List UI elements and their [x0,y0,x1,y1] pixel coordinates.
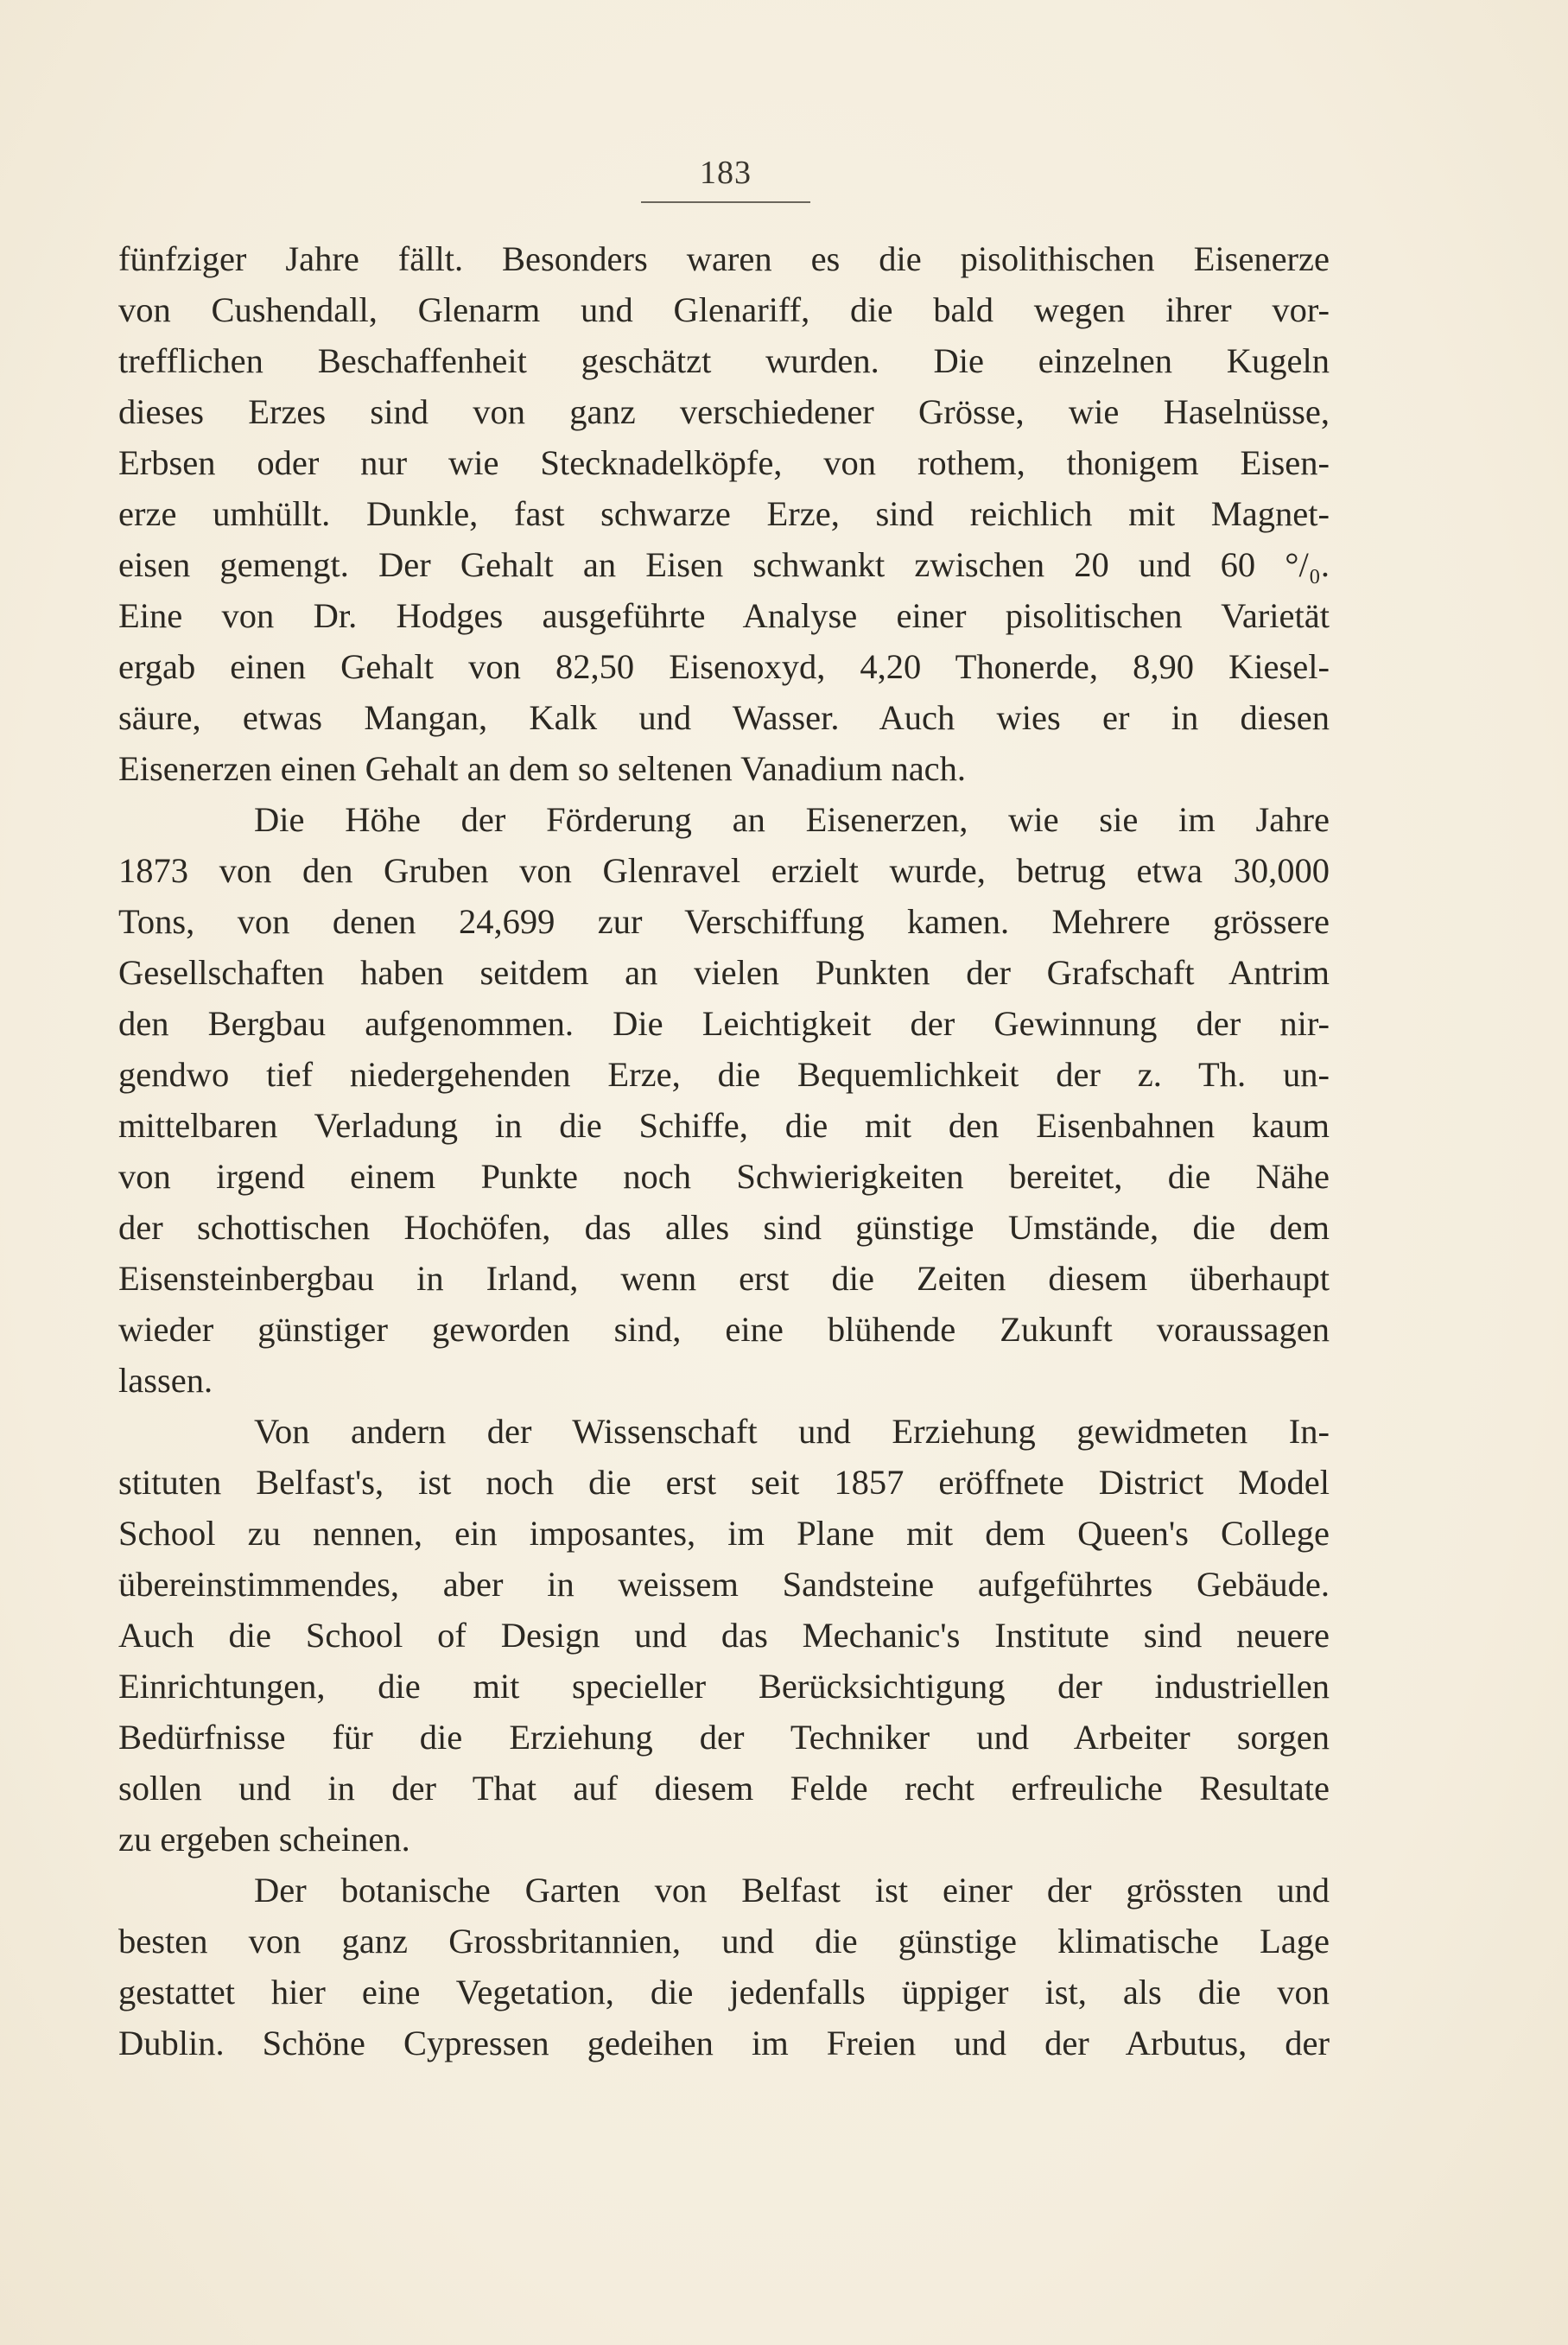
text-line: eisen gemengt. Der Gehalt an Eisen schwankt zwischen 20 und 60 °/₀. [118,545,1330,584]
text-line: der schottischen Hochöfen, das alles sind günstige Umstände, die dem [118,1208,1330,1247]
text-line: säure, etwas Mangan, Kalk und Wasser. Auch wies er in diesen [118,698,1330,737]
text-line: besten von ganz Grossbritannien, und die günstige klimatische Lage [118,1922,1330,1961]
body-text [118,233,1330,2069]
text-line: trefflichen Beschaffenheit geschätzt wurden. Die einzelnen Kugeln [118,341,1330,380]
paragraph-first-line: Die Höhe der Förderung an Eisenerzen, wie sie im Jahre [254,800,1330,839]
text-line: gestattet hier eine Vegetation, die jedenfalls üppiger ist, als die von [118,1973,1330,2011]
text-line: gendwo tief niedergehenden Erze, die Bequemlichkeit der z. Th. un- [118,1055,1330,1094]
text-line: Einrichtungen, die mit specieller Berücksichtigung der industriellen [118,1667,1330,1706]
text-line: von irgend einem Punkte noch Schwierigkeiten bereitet, die Nähe [118,1157,1330,1196]
text-line: fünfziger Jahre fällt. Besonders waren es die pisolithischen Eisenerze [118,239,1330,278]
text-line: sollen und in der That auf diesem Felde recht erfreuliche Resultate [118,1769,1330,1808]
text-line: mittelbaren Verladung in die Schiffe, die mit den Eisenbahnen kaum [118,1106,1330,1145]
text-line: Bedürfnisse für die Erziehung der Techniker und Arbeiter sorgen [118,1718,1330,1757]
text-line: Erbsen oder nur wie Stecknadelköpfe, von rothem, thonigem Eisen- [118,443,1330,482]
text-line: 1873 von den Gruben von Glenravel erzielt wurde, betrug etwa 30,000 [118,851,1330,890]
text-line: ergab einen Gehalt von 82,50 Eisenoxyd, 4,20 Thonerde, 8,90 Kiesel- [118,647,1330,686]
paragraph-first-line: Von andern der Wissenschaft und Erziehung gewidmeten In- [254,1412,1330,1451]
text-line: Dublin. Schöne Cypressen gedeihen im Freien und der Arbutus, der [118,2024,1330,2062]
text-line: Tons, von denen 24,699 zur Verschiffung kamen. Mehrere grössere [118,902,1330,941]
text-line: zu ergeben scheinen. [118,1820,410,1859]
header-rule [641,201,810,203]
page-number: 183 [700,155,752,191]
text-line: Eisenerzen einen Gehalt an dem so seltenen Vanadium nach. [118,749,967,788]
text-line: Gesellschaften haben seitdem an vielen Punkten der Grafschaft Antrim [118,953,1330,992]
text-line: School zu nennen, ein imposantes, im Plane mit dem Queen's College [118,1514,1330,1553]
text-line: Eisensteinbergbau in Irland, wenn erst die Zeiten diesem überhaupt [118,1259,1330,1298]
text-line: übereinstimmendes, aber in weissem Sandsteine aufgeführtes Gebäude. [118,1565,1330,1604]
text-line: den Bergbau aufgenommen. Die Leichtigkeit der Gewinnung der nir- [118,1004,1330,1043]
text-line: Auch die School of Design und das Mechanic's Institute sind neuere [118,1616,1330,1655]
text-line: Eine von Dr. Hodges ausgeführte Analyse einer pisolitischen Varietät [118,596,1330,635]
paragraph-first-line: Der botanische Garten von Belfast ist einer der grössten und [254,1871,1330,1910]
text-line: stituten Belfast's, ist noch die erst seit 1857 eröffnete District Model [118,1463,1330,1502]
text-line: dieses Erzes sind von ganz verschiedener Grösse, wie Haselnüsse, [118,392,1330,431]
text-line: von Cushendall, Glenarm und Glenariff, die bald wegen ihrer vor- [118,290,1330,329]
text-line: lassen. [118,1361,213,1400]
text-line: erze umhüllt. Dunkle, fast schwarze Erze, sind reichlich mit Magnet- [118,494,1330,533]
text-line: wieder günstiger geworden sind, eine blühende Zukunft voraussagen [118,1310,1330,1349]
